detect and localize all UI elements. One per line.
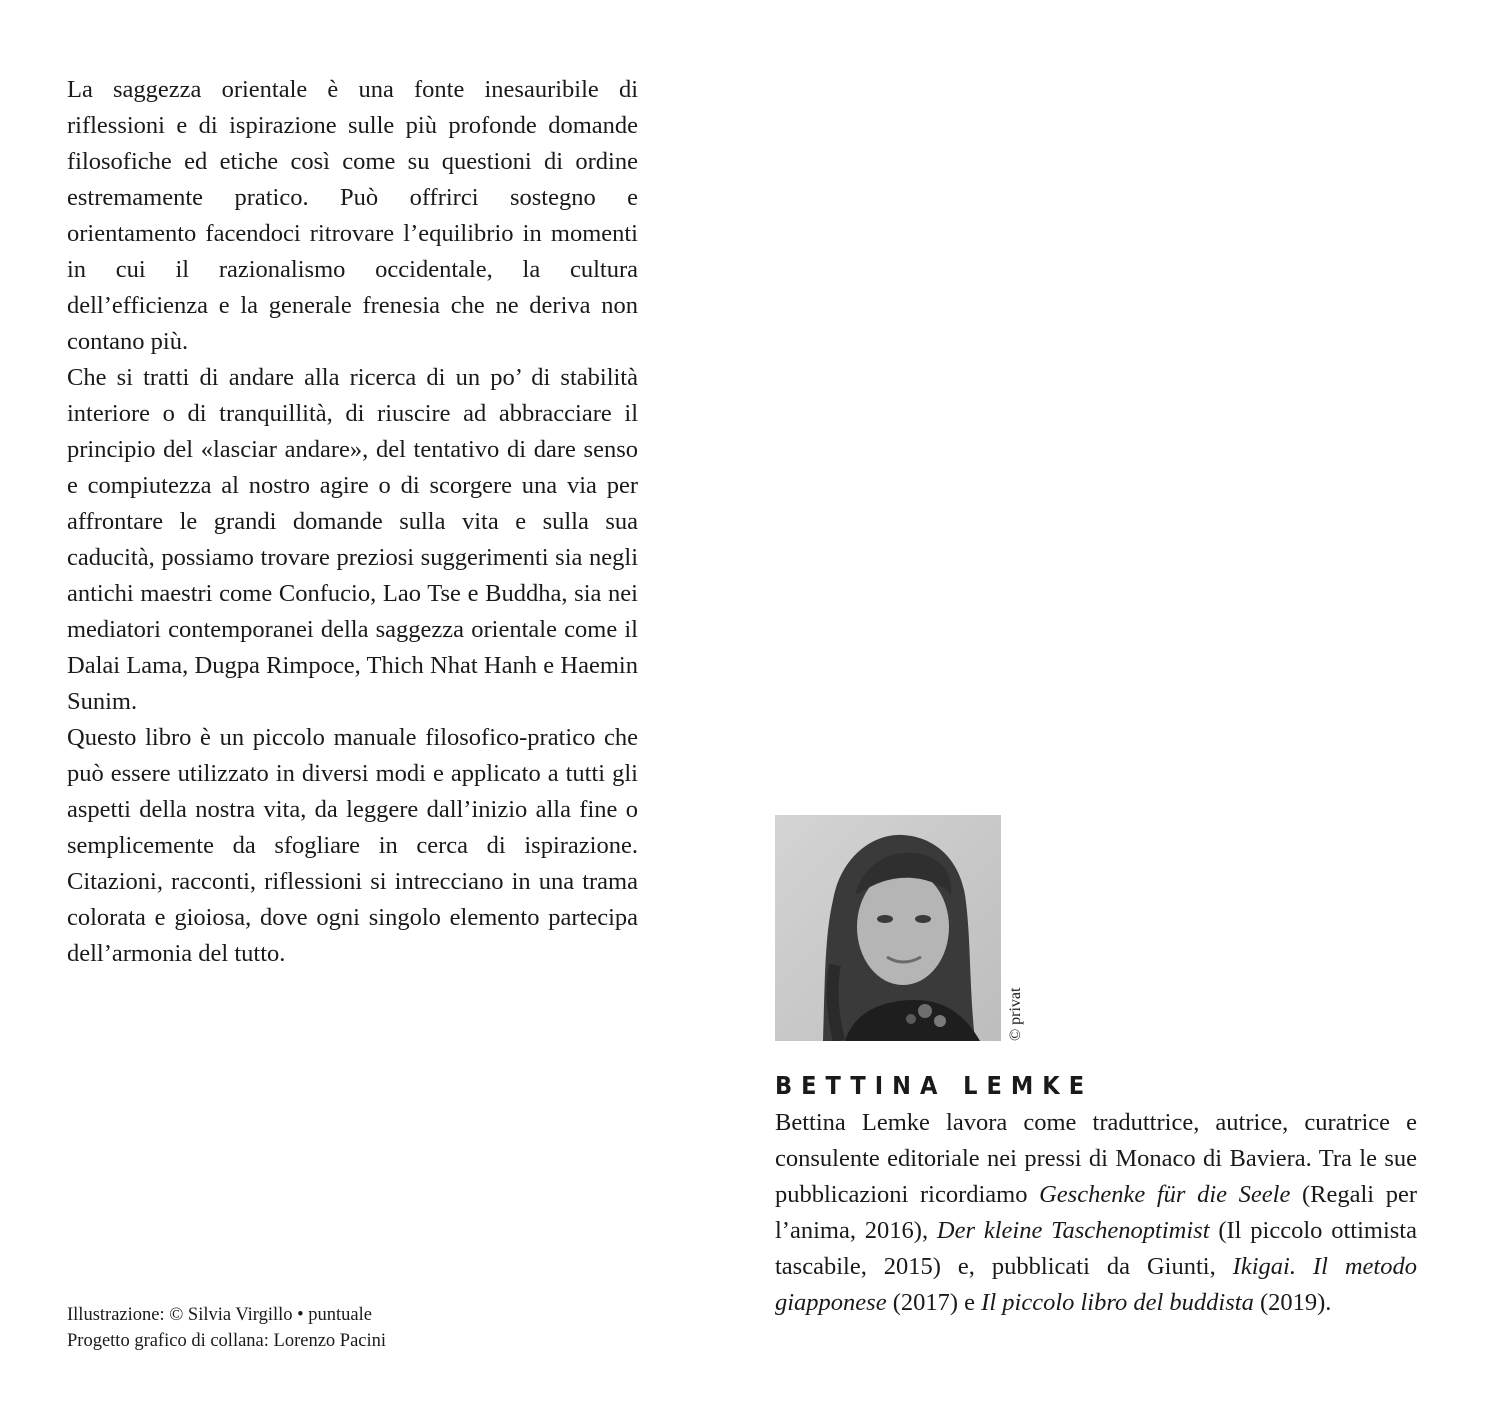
intro-paragraph-3: Questo libro è un piccolo manuale filosofico-pratico che può essere utilizzato in diversi modi e applicato a tutti gli aspetti della nostra vita, da leggere dall’inizio alla fine o semplicemente da sfogliare in cerca di ispirazione. Citazioni, racconti, riflessioni si intrecciano in una trama colorata e gioiosa, dove ogni singolo elemento partecipa dell’armonia del tutto. — [67, 724, 638, 967]
author-photo — [775, 815, 1001, 1041]
intro-paragraph-1: La saggezza orientale è una fonte inesauribile di riflessioni e di ispirazione sulle più profonde domande filosofiche ed etiche così come su questioni di ordine estremamente pratico. Può offrirci sostegno e orientamento facendoci ritrovare l’equilibrio in momenti in cui il razionalismo occidentale, la cultura dell’efficienza e la generale frenesia che ne deriva non contano più. — [67, 76, 638, 355]
author-name: BETTINA LEMKE — [775, 1071, 1094, 1100]
bio-title-3: Ikigai. Il metodo giapponese — [775, 1253, 1417, 1316]
bio-title-4: Il piccolo libro del buddista — [981, 1289, 1254, 1316]
bio-text-1: Bettina Lemke lavora come traduttrice, autrice, curatrice e consulente editoriale nei pressi di Monaco di Baviera. Tra le sue pubblicazioni ricordiamo — [775, 1109, 1417, 1208]
bio-title-2: Der kleine Taschenoptimist — [936, 1217, 1210, 1244]
colophon-credits — [67, 1302, 587, 1354]
bio-text-3: (Il piccolo ottimista tascabile, 2015) e, pubblicati da Giunti, — [775, 1217, 1417, 1280]
design-credit: Progetto grafico di collana: Lorenzo Pacini — [67, 1331, 387, 1351]
intro-text — [67, 72, 638, 972]
illustration-credit: Illustrazione: © Silvia Virgillo • puntuale — [67, 1305, 372, 1325]
intro-paragraph-2: Che si tratti di andare alla ricerca di un po’ di stabilità interiore o di tranquillità, di riuscire ad abbracciare il principio del «lasciar andare», del tentativo di dare senso e compiutezza al nostro agire o di scorgere una via per affrontare le grandi domande sulla vita e sulla sua caducità, possiamo trovare preziosi suggerimenti sia negli antichi maestri come Confucio, Lao Tse e Buddha, sia nei mediatori contemporanei della saggezza orientale come il Dalai Lama, Dugpa Rimpoce, Thich Nhat Hanh e Haemin Sunim. — [67, 364, 638, 715]
bio-title-1: Geschenke für die Seele — [1039, 1181, 1291, 1208]
bio-text-2: (Regali per l’anima, 2016), — [775, 1181, 1417, 1244]
photo-credit: © privat — [1007, 987, 1024, 1041]
author-bio — [775, 1105, 1417, 1321]
bio-text-5: (2019). — [1253, 1289, 1332, 1316]
bio-text-4: (2017) e — [886, 1289, 982, 1316]
